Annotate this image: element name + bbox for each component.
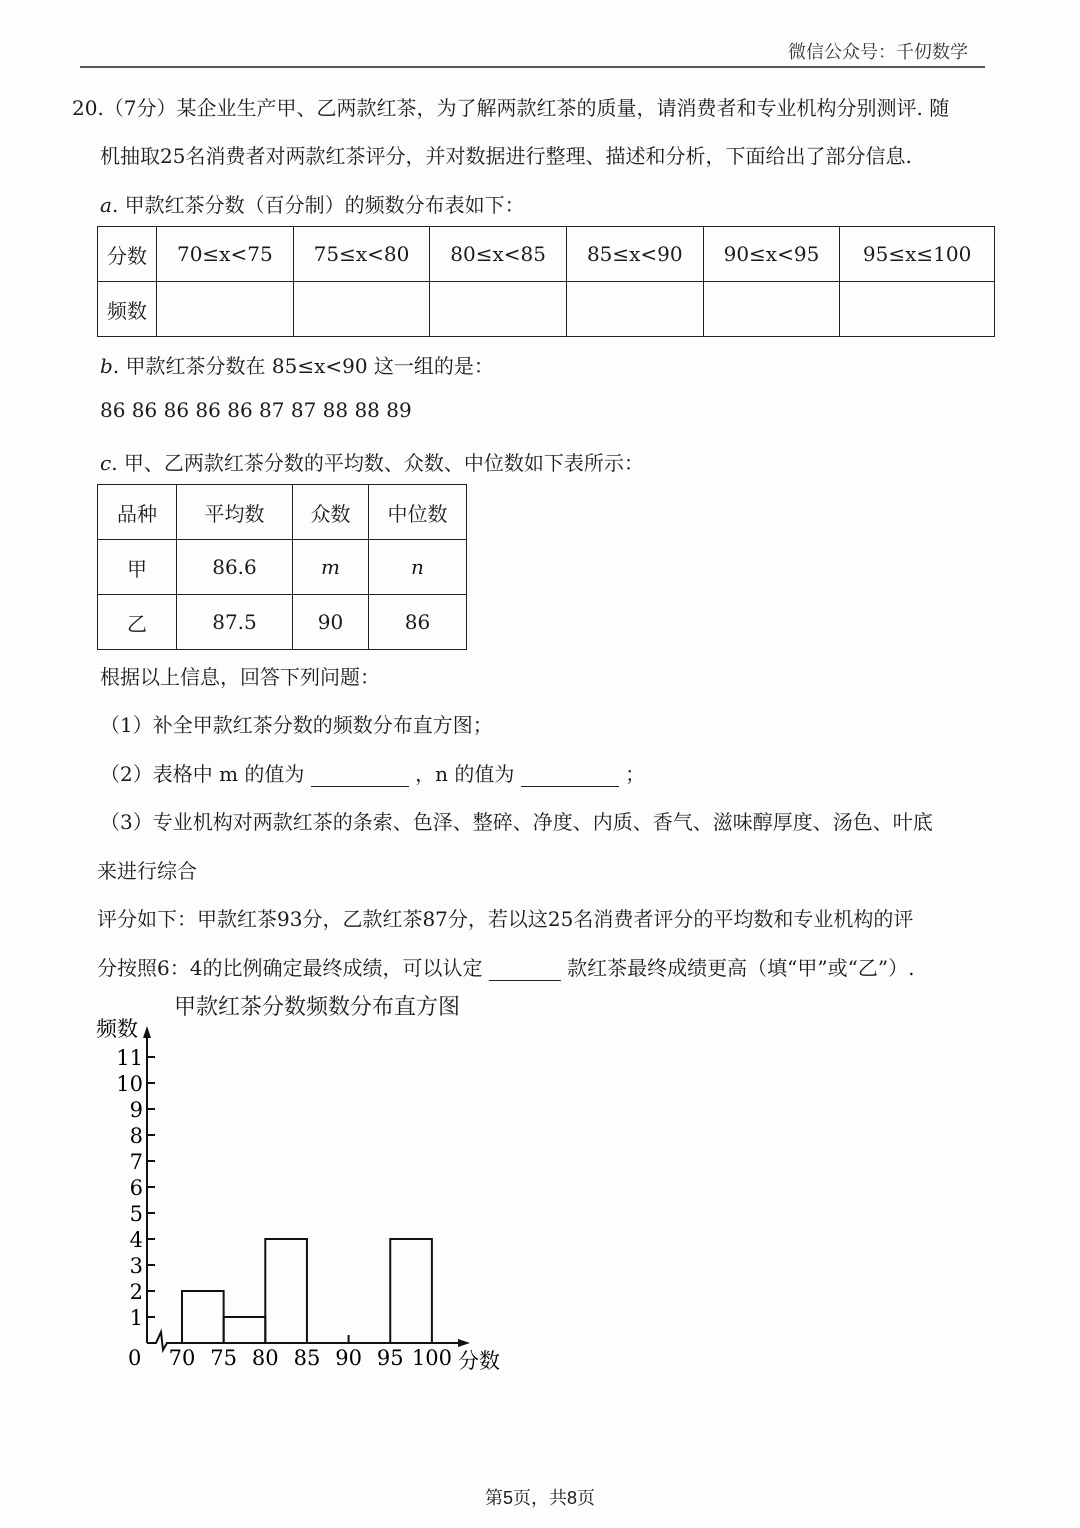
x-tick-label: 100 bbox=[411, 1346, 452, 1370]
header-source: 微信公众号：千仞数学 bbox=[788, 42, 968, 63]
x-tick-label: 95 bbox=[376, 1346, 404, 1370]
y-tick-label: 3 bbox=[129, 1254, 143, 1278]
part-b-data: 86 86 86 86 86 87 87 88 88 89 bbox=[100, 398, 412, 422]
header-cell: 分数 bbox=[98, 227, 157, 282]
part-c-text: c. 甲、乙两款红茶分数的平均数、众数、中位数如下表所示： bbox=[100, 451, 644, 475]
y-axis-arrow-icon bbox=[143, 1026, 151, 1038]
part-a-text: a. 甲款红茶分数（百分制）的频数分布表如下： bbox=[100, 193, 525, 217]
y-tick-label: 7 bbox=[129, 1150, 143, 1174]
histogram-bar bbox=[182, 1291, 224, 1343]
x-tick-label: 85 bbox=[293, 1346, 321, 1370]
histogram-bar bbox=[390, 1239, 432, 1343]
y-tick-label: 1 bbox=[129, 1306, 143, 1330]
header-cell: 频数 bbox=[98, 282, 157, 337]
question-3-line-2: 来进行综合 bbox=[97, 859, 197, 883]
y-tick-label: 8 bbox=[129, 1124, 143, 1148]
question-line-2: 机抽取25名消费者对两款红茶评分，并对数据进行整理、描述和分析，下面给出了部分信息. bbox=[100, 144, 912, 168]
x-tick-label: 90 bbox=[335, 1346, 362, 1370]
x-tick-label: 70 bbox=[168, 1346, 196, 1370]
question-3-line-3: 评分如下：甲款红茶93分，乙款红茶87分，若以这25名消费者评分的平均数和专业机构的评 bbox=[97, 907, 914, 931]
question-2: （2）表格中 m 的值为 ，n 的值为 ； bbox=[100, 762, 646, 786]
y-tick-label: 4 bbox=[129, 1228, 143, 1252]
table-row: 乙 87.5 90 86 bbox=[98, 595, 467, 650]
question-line-1: 20.（7分）某企业生产甲、乙两款红茶，为了解两款红茶的质量，请消费者和专业机构分别测评. 随 bbox=[72, 96, 950, 120]
intro-text: 根据以上信息，回答下列问题： bbox=[100, 665, 380, 689]
y-axis-label: 频数 bbox=[96, 1017, 138, 1041]
x-axis-label: 分数 bbox=[458, 1349, 500, 1373]
header-cell: 75≤x<80 bbox=[293, 227, 430, 282]
histogram-bar bbox=[265, 1239, 307, 1343]
header-cell: 70≤x<75 bbox=[157, 227, 294, 282]
header-cell: 95≤x≤100 bbox=[840, 227, 995, 282]
statistics-table: 品种 平均数 众数 中位数 甲 86.6 m n 乙 87.5 90 86 bbox=[97, 484, 467, 650]
y-tick-label: 11 bbox=[116, 1046, 143, 1070]
question-3-line-4: 分按照6：4的比例确定最终成绩，可以认定 款红茶最终成绩更高（填“甲”或“乙”）. bbox=[97, 956, 915, 980]
x-axis-arrow-icon bbox=[458, 1339, 470, 1347]
y-tick-label: 6 bbox=[129, 1176, 143, 1200]
question-1: （1）补全甲款红茶分数的频数分布直方图； bbox=[100, 713, 493, 737]
chart-title: 甲款红茶分数频数分布直方图 bbox=[174, 995, 461, 1020]
header-cell: 90≤x<95 bbox=[703, 227, 840, 282]
y-tick-label: 2 bbox=[129, 1280, 143, 1304]
y-tick-label: 9 bbox=[129, 1098, 143, 1122]
header-cell: 80≤x<85 bbox=[430, 227, 567, 282]
question-3-line-1: （3）专业机构对两款红茶的条索、色泽、整碎、净度、内质、香气、滋味醇厚度、汤色、叶底 bbox=[100, 810, 933, 834]
x-tick-label: 80 bbox=[251, 1346, 279, 1370]
y-tick-label: 10 bbox=[116, 1072, 143, 1096]
histogram-bar bbox=[224, 1317, 266, 1343]
y-tick-label: 5 bbox=[129, 1202, 143, 1226]
origin-label: 0 bbox=[128, 1346, 142, 1370]
table-row: 甲 86.6 m n bbox=[98, 540, 467, 595]
header-cell: 85≤x<90 bbox=[566, 227, 703, 282]
page-footer: 第5页，共8页 bbox=[484, 1488, 596, 1508]
x-tick-label: 75 bbox=[210, 1346, 238, 1370]
part-b-text: b. 甲款红茶分数在 85≤x<90 这一组的是： bbox=[100, 354, 494, 378]
